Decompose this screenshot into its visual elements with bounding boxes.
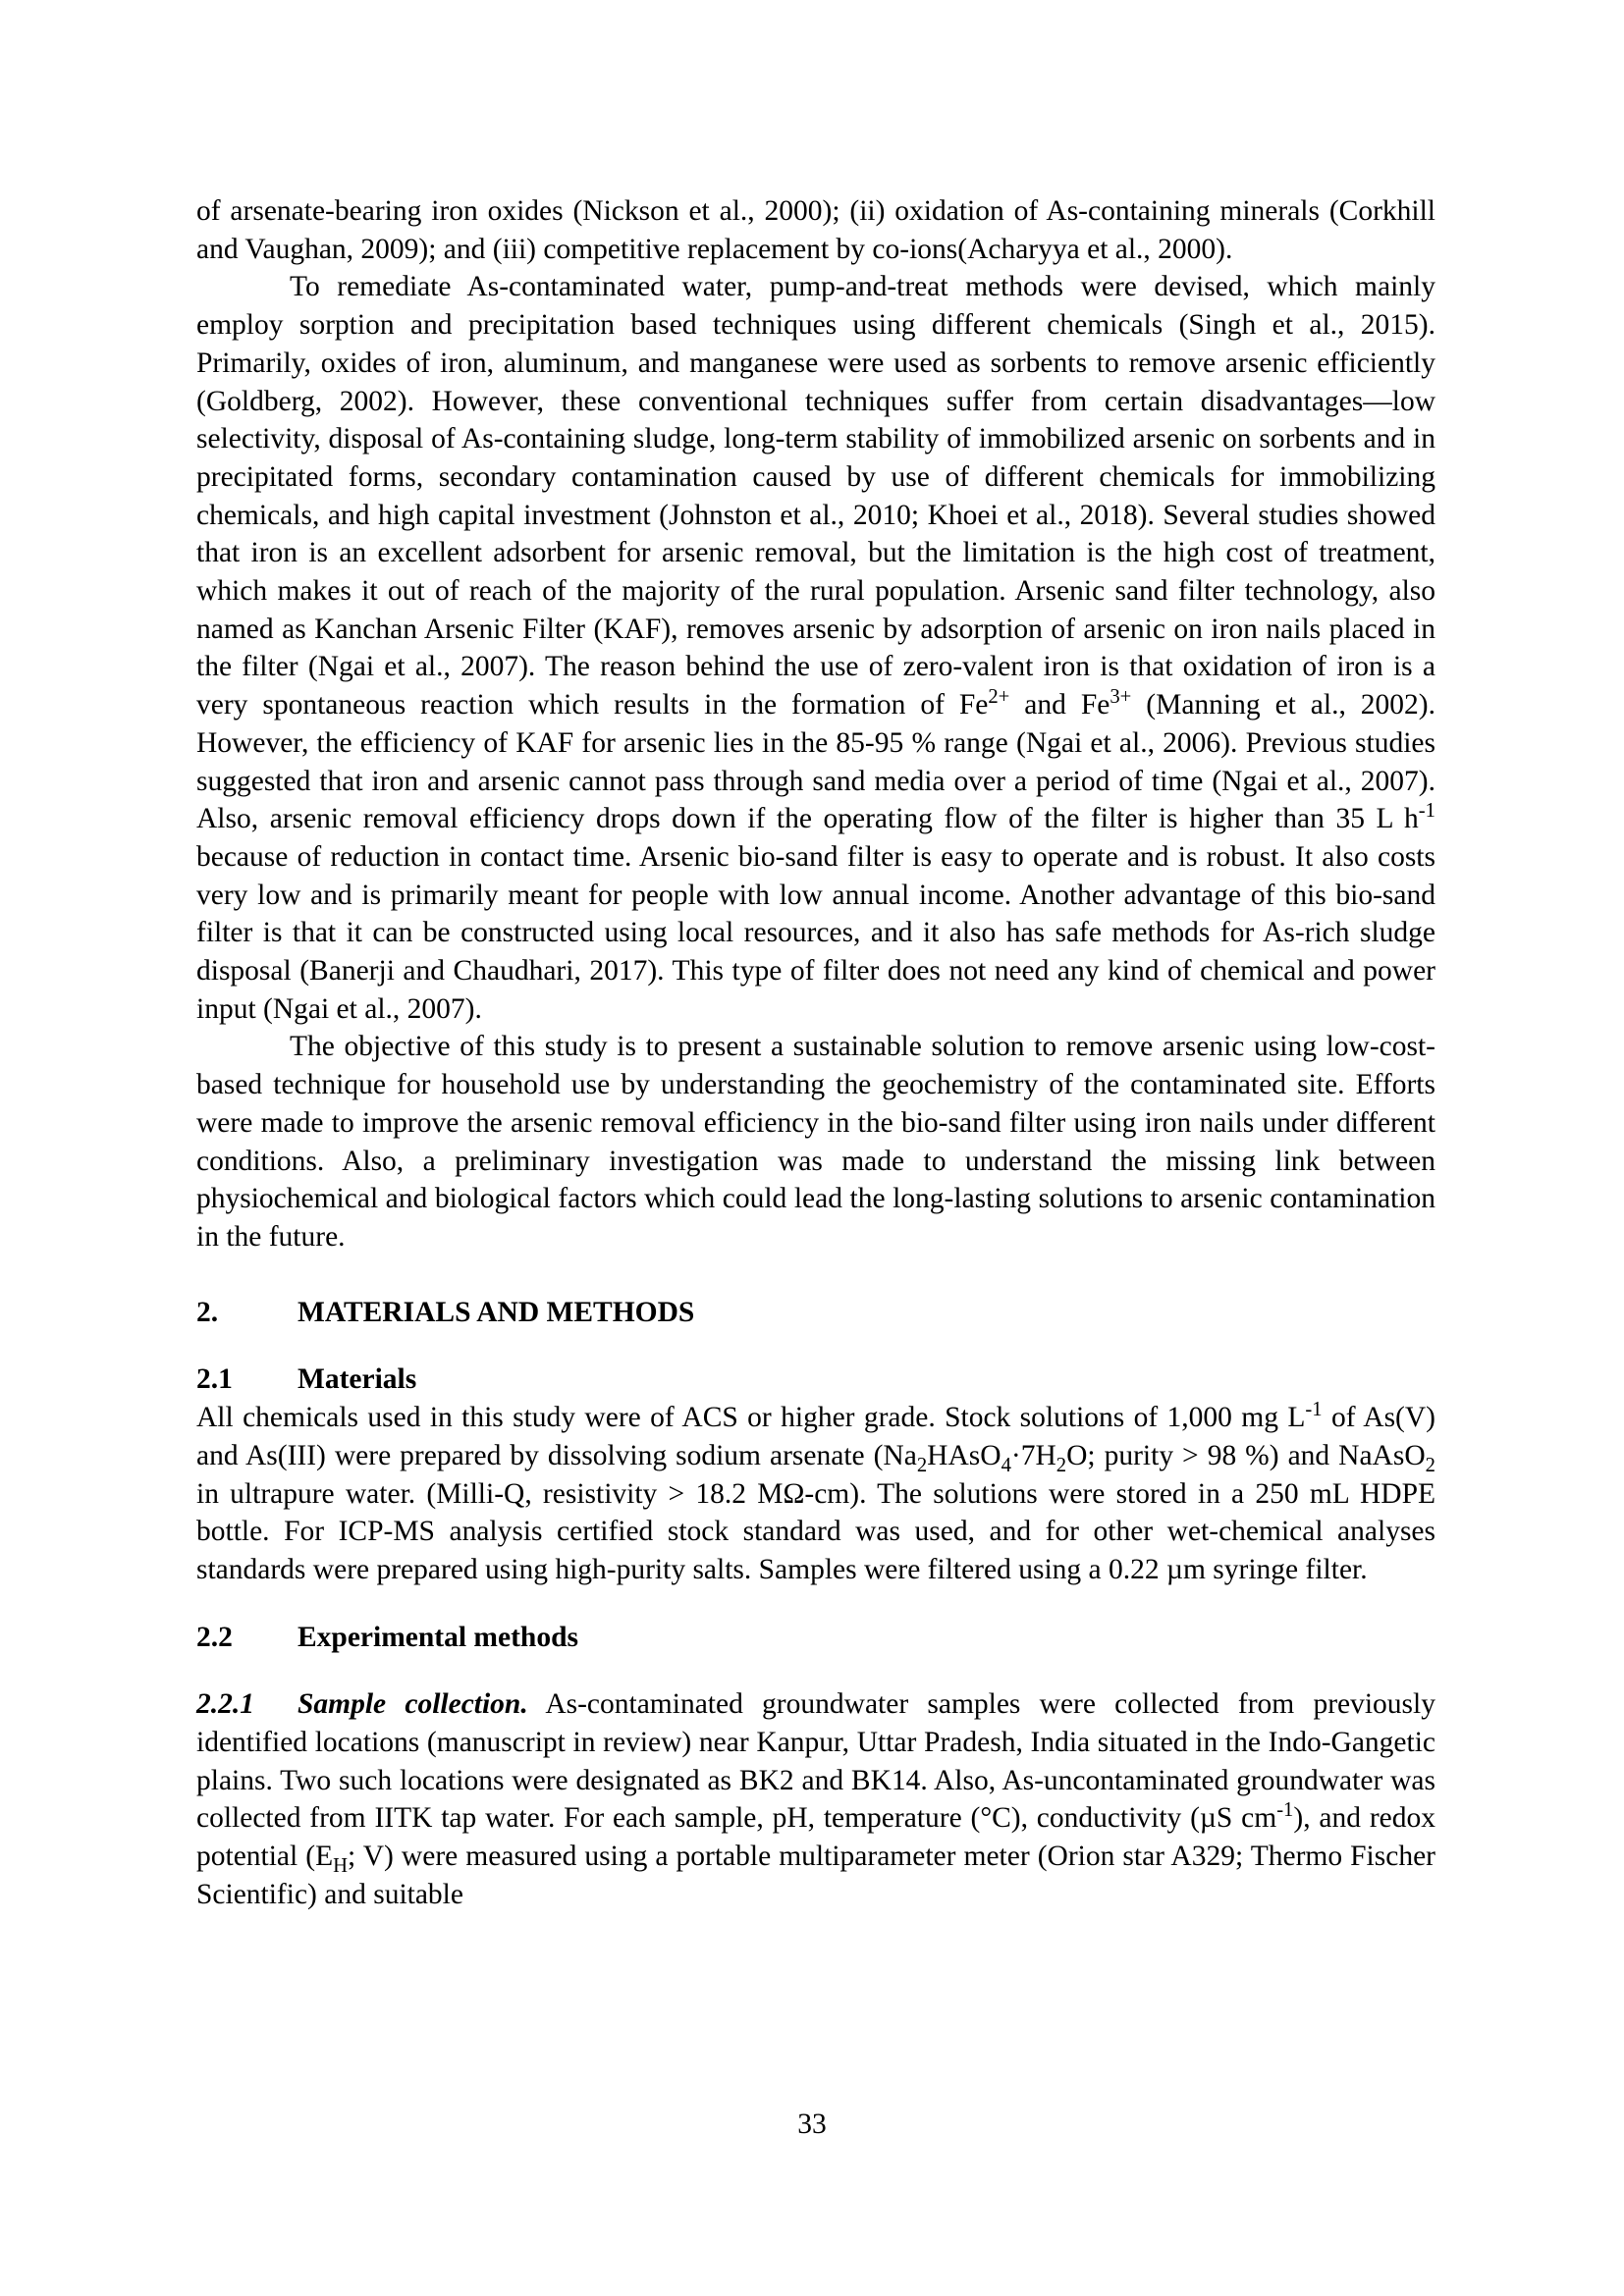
subsubsection-title: Sample collection. <box>298 1688 528 1721</box>
paragraph-intro-continued: of arsenate-bearing iron oxides (Nickson et al., 2000); (ii) oxidation of As-containing minerals (Corkhill and Vaughan, 2009); and (iii) competitive replacement by co-ions(Acharyya et al., 2000). <box>196 195 1435 265</box>
section-heading-materials-methods: 2. MATERIALS AND METHODS <box>196 1296 695 1328</box>
paragraph-objective: The objective of this study is to present a sustainable solution to remove arsenic using low-cost-based technique for household use by understanding the geochemistry of the contaminated site. Efforts were made to improve the arsenic removal efficiency in the bio-sand filter using iron nails under different conditions. Also, a preliminary investigation was made to understand the missing link between physiochemical and biological factors which could lead the long-lasting solutions to arsenic contamination in the future. <box>196 1031 1435 1253</box>
page-number: 33 <box>797 2109 827 2140</box>
subsubsection-number: 2.2.1 <box>196 1688 254 1721</box>
paragraph-remediation: To remediate As-contaminated water, pump-and-treat methods were devised, which mainly employ sorption and precipitation based techniques using different chemicals (Singh et al., 2015). Primarily, oxides of iron, aluminum, and manganese were used as sorbents to remove arsenic efficiently (Goldberg, 2002). However, these conventional techniques suffer from certain disadvantages—low selectivity, disposal of As-containing sludge, long-term stability of immobilized arsenic on sorbents and in precipitated forms, secondary contamination caused by use of different chemicals for immobilizing chemicals, and high capital investment (Johnston et al., 2010; Khoei et al., 2018). Several studies showed that iron is an excellent adsorbent for arsenic removal, but the limitation is the high cost of treatment, which makes it out of reach of the majority of the rural population. Arsenic sand filter technology, also named as Kanchan Arsenic Filter (KAF), removes arsenic by adsorption of arsenic on iron nails placed in the filter (Ngai et al., 2007). The reason behind the use of zero-valent iron is that oxidation of iron is a very spontaneous reaction which results in the formation of $Fe^{2+}$ and $Fe^{3+}$ (Manning et al., 2002). However, the efficiency of KAF for arsenic lies in the 85-95 % range (Ngai et al., 2006). Previous studies suggested that iron and arsenic cannot pass through sand media over a period of time (Ngai et al., 2007). Also, arsenic removal efficiency drops down if the operating flow of the filter is higher than 35 L $h^{-1}$ because of reduction in contact time. Arsenic bio-sand filter is easy to operate and is robust. It also costs very low and is primarily meant for people with low annual income. Another advantage of this bio-sand filter is that it can be constructed using local resources, and it also has safe methods for As-rich sludge disposal (Banerji and Chaudhari, 2017). This type of filter does not need any kind of chemical and power input (Ngai et al., 2007). <box>196 271 1436 1025</box>
subsection-heading-materials: 2.1 Materials <box>196 1363 417 1396</box>
paragraph-materials: All chemicals used in this study were of ACS or higher grade. Stock solutions of 1,000 mg $L^{-1}$ of As(V) and As(III) were prepared by dissolving sodium arsenate ($Na_2HAsO_4\cdot 7H_2O$; purity > 98 %) and NaAsO$_2$ in ultrapure water. (Milli-Q, resistivity > 18.2 MΩ-cm). The solutions were stored in a 250 mL HDPE bottle. For ICP-MS analysis certified stock standard was used, and for other wet-chemical analyses standards were prepared using high-purity salts. Samples were filtered using a 0.22 µm syringe filter. <box>196 1399 1435 1585</box>
page-body <box>196 192 1435 1914</box>
paragraph-sample-collection: 2.2.1 Sample collection. As-contaminated groundwater samples were collected from previously identified locations (manuscript in review) near Kanpur, Uttar Pradesh, India situated in the Indo-Gangetic plains. Two such locations were designated as BK2 and BK14. Also, As-uncontaminated groundwater was collected from IITK tap water. For each sample, pH, temperature (°C), conductivity (µS $cm^{-1}$), and redox potential ($E_H$; V) were measured using a portable multiparameter meter (Orion star A329; Thermo Fischer Scientific) and suitable <box>196 1685 1435 1913</box>
subsection-heading-experimental-methods: 2.2 Experimental methods <box>196 1621 578 1653</box>
